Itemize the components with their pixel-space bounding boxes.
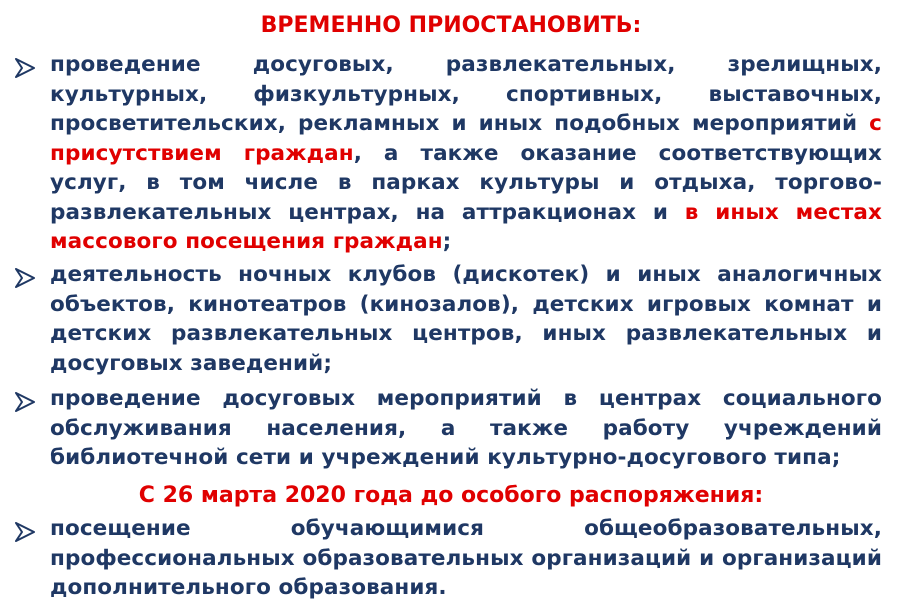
heading-suspend: ВРЕМЕННО ПРИОСТАНОВИТЬ: xyxy=(260,13,642,38)
list-item-text: проведение досуговых мероприятий в центрах социального обслуживания населения, а также работу учреждений библиотечной сети и учреждений культурно-досугового типа; xyxy=(50,386,882,470)
arrowhead-bullet-icon xyxy=(14,522,36,542)
list-item-text-part: , а также оказание соответствующих услуг, в том числе в парках культуры и отдыха, торгово-развлекательных центрах, на аттракционах и xyxy=(50,140,882,225)
list-item-text: деятельность ночных клубов (дискотек) и иных аналогичных объектов, кинотеатров (кинозалов), детских игровых комнат и детских развлекательных центров, иных развлекательных и досуговых заведений; xyxy=(50,262,882,376)
highlight-with-citizens: с присутствием граждан xyxy=(50,111,882,166)
heading-date: С 26 марта 2020 года до особого распоряжения: xyxy=(138,483,764,508)
list-item-text-part: проведение досуговых, развлекательных, зрелищных, культурных, физкультурных, спортивных, выставочных, просветительских, рекламных и иных подобных мероприятий xyxy=(50,52,882,136)
highlight-mass-places: в иных местах массового посещения граждан xyxy=(50,199,883,254)
arrowhead-bullet-icon xyxy=(14,392,36,412)
arrowhead-bullet-icon xyxy=(14,58,36,78)
list-item-text-part: ; xyxy=(442,229,452,254)
list-item-text xyxy=(50,50,882,257)
list-item-text: посещение обучающимися общеобразовательных, профессиональных образовательных организаций и организаций дополнительного образования. xyxy=(50,516,882,600)
arrowhead-bullet-icon xyxy=(14,268,36,288)
